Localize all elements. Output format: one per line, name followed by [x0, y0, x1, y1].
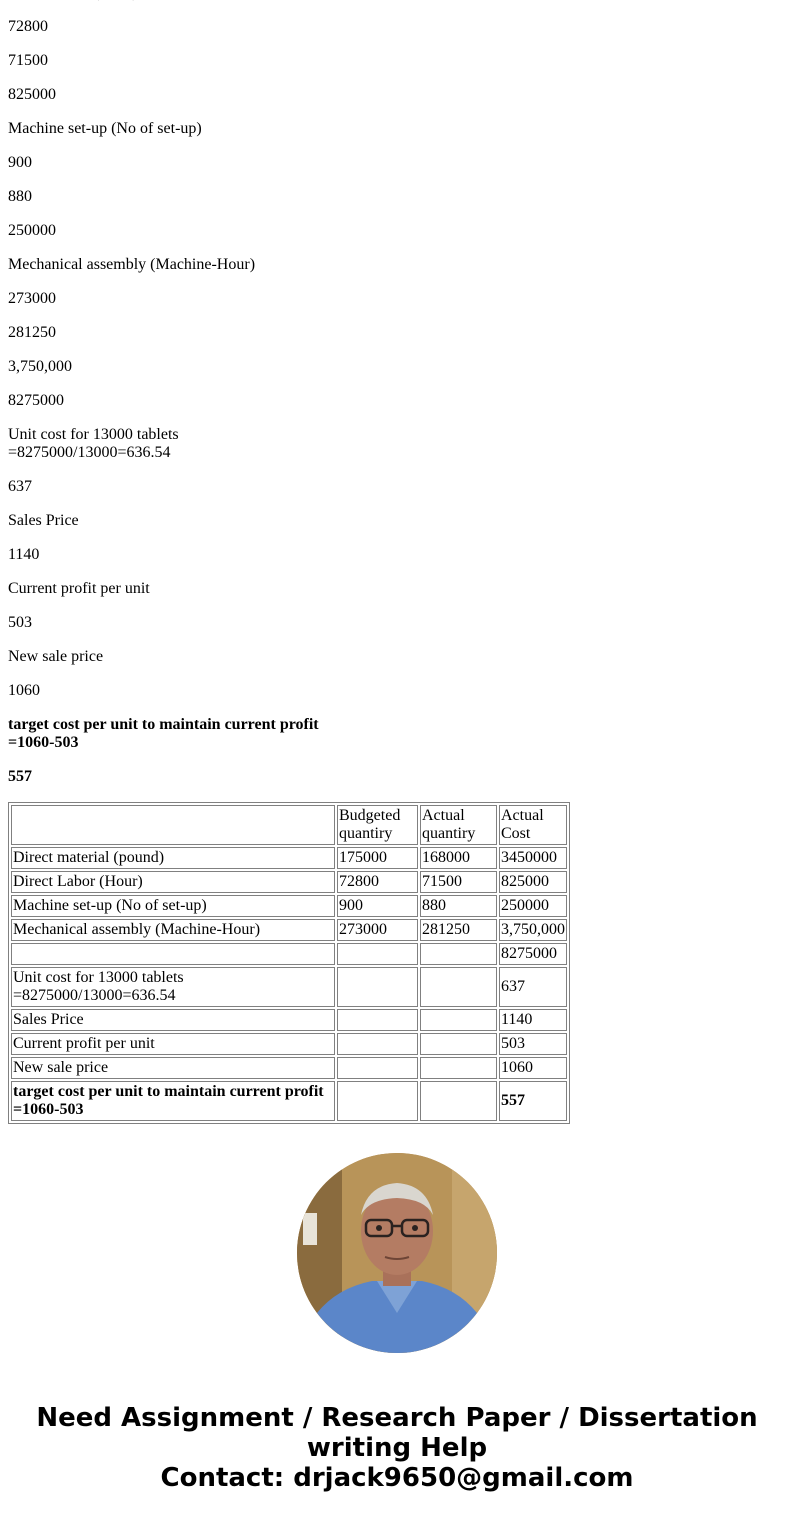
text-line: 1060: [8, 682, 40, 699]
document-body: [8, 0, 788, 1124]
text-line: 3,750,000: [8, 358, 72, 375]
text-line: 72800: [8, 18, 48, 35]
table-row: [11, 1009, 567, 1031]
text-line: 281250: [8, 324, 56, 341]
table-row: [11, 1033, 567, 1055]
table-cell: 900: [337, 895, 418, 917]
table-cell: Machine set-up (No of set-up): [11, 895, 335, 917]
text-line: Machine set-up (No of set-up): [8, 120, 202, 137]
promo-line-2: writing Help: [306, 1433, 488, 1463]
target-label-line1: target cost per unit to maintain current profit: [8, 716, 319, 733]
target-label-line2: =1060-503: [8, 734, 79, 751]
text-line: 503: [8, 614, 32, 631]
text-line: 8275000: [8, 392, 64, 409]
text-line: 273000: [8, 290, 56, 307]
text-line: 825000: [8, 86, 56, 103]
text-line: [8, 426, 788, 462]
table-cell: 250000: [499, 895, 567, 917]
promo-contact[interactable]: Contact: drjack9650@gmail.com: [160, 1463, 634, 1493]
text-line: 250000: [8, 222, 56, 239]
table-cell: 880: [420, 895, 497, 917]
table-cell: [337, 1009, 418, 1031]
table-header-cell: Actual Cost: [499, 805, 567, 845]
text-line: 1140: [8, 546, 40, 563]
table-row: [11, 895, 567, 917]
avatar-portrait: [297, 1153, 497, 1353]
table-cell: Direct material (pound): [11, 847, 335, 869]
table-cell: [420, 1033, 497, 1055]
table-cell: [420, 943, 497, 965]
unit-cost-cell-line1: Unit cost for 13000 tablets: [13, 969, 184, 986]
table-cell: 273000: [337, 919, 418, 941]
table-cell: [337, 1081, 418, 1121]
table-header-row: [11, 805, 567, 845]
table-cell: [11, 1081, 335, 1121]
table-cell: Mechanical assembly (Machine-Hour): [11, 919, 335, 941]
table-row: [11, 847, 567, 869]
table-cell: [337, 967, 418, 1007]
table-cell: 3,750,000: [499, 919, 567, 941]
unit-cost-label-line2: =8275000/13000=636.54: [8, 444, 171, 461]
table-row: [11, 1057, 567, 1079]
cost-table: [8, 802, 570, 1124]
table-cell: [420, 1009, 497, 1031]
table-cell: [11, 967, 335, 1007]
table-row: [11, 871, 567, 893]
table-cell: 1140: [499, 1009, 567, 1031]
table-cell: [420, 1057, 497, 1079]
target-cell-line1: target cost per unit to maintain current profit: [13, 1083, 324, 1100]
table-cell: 72800: [337, 871, 418, 893]
unit-cost-label-line1: Unit cost for 13000 tablets: [8, 426, 179, 443]
table-cell: Current profit per unit: [11, 1033, 335, 1055]
table-cell: 503: [499, 1033, 567, 1055]
table-cell: 637: [499, 967, 567, 1007]
table-cell: New sale price: [11, 1057, 335, 1079]
text-line: Mechanical assembly (Machine-Hour): [8, 256, 256, 273]
table-cell: Direct Labor (Hour): [11, 871, 335, 893]
table-cell: 1060: [499, 1057, 567, 1079]
text-line: 900: [8, 154, 32, 171]
table-cell: 175000: [337, 847, 418, 869]
table-row: [11, 919, 567, 941]
table-cell: [337, 1057, 418, 1079]
text-line: New sale price: [8, 648, 104, 665]
text-line: Current profit per unit: [8, 580, 150, 597]
table-cell: 8275000: [499, 943, 567, 965]
text-line: 637: [8, 478, 32, 495]
text-line: Sales Price: [8, 512, 79, 529]
table-header-cell: [11, 805, 335, 845]
table-row: [11, 943, 567, 965]
text-line: 880: [8, 188, 32, 205]
table-cell: [420, 1081, 497, 1121]
table-cell: [420, 967, 497, 1007]
table-cell: 71500: [420, 871, 497, 893]
text-line: [8, 0, 788, 2]
table-row: [11, 1081, 567, 1121]
promo-line-1: Need Assignment / Research Paper / Dissertation: [36, 1403, 758, 1433]
text-line: 557: [8, 768, 32, 785]
table-cell: 3450000: [499, 847, 567, 869]
table-row: [11, 967, 567, 1007]
table-cell: [11, 943, 335, 965]
unit-cost-cell-line2: =8275000/13000=636.54: [13, 987, 176, 1004]
author-avatar: [297, 1153, 497, 1353]
table-cell: 281250: [420, 919, 497, 941]
table-header-cell: Budgeted quantiry: [337, 805, 418, 845]
table-header-cell: Actual quantiry: [420, 805, 497, 845]
table-cell: 825000: [499, 871, 567, 893]
table-cell: 168000: [420, 847, 497, 869]
table-cell: [337, 943, 418, 965]
text-line: 71500: [8, 52, 48, 69]
target-cell-line2: =1060-503: [13, 1101, 84, 1118]
table-cell: Sales Price: [11, 1009, 335, 1031]
text-line: [8, 716, 788, 752]
promo-banner: [0, 1403, 794, 1493]
table-cell: [337, 1033, 418, 1055]
table-cell: 557: [499, 1081, 567, 1121]
